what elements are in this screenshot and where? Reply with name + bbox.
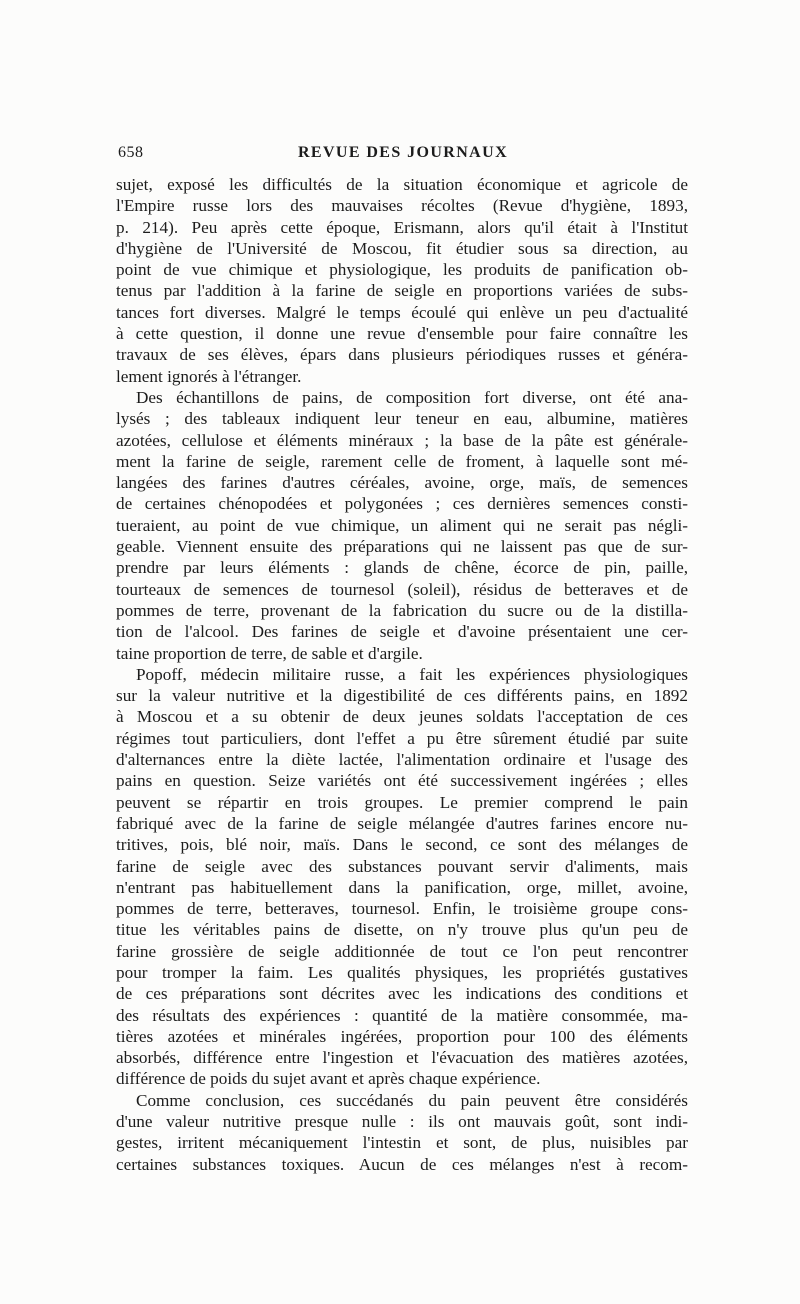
text-line: sujet, exposé les difficultés de la situation économique et agricole de bbox=[116, 175, 688, 194]
text-line: travaux de ses élèves, épars dans plusieurs périodiques russes et généra- bbox=[116, 345, 688, 365]
journal-title: REVUE DES JOURNAUX bbox=[297, 144, 509, 161]
text-line: sur la valeur nutritive et la digestibilité de ces différents pains, en 1892 bbox=[116, 686, 688, 706]
text-line: tueraient, au point de vue chimique, un aliment qui ne serait pas négli- bbox=[116, 515, 688, 535]
text-line: des résultats des expériences : quantité de la matière consommée, ma- bbox=[116, 1005, 688, 1025]
text-line: tières azotées et minérales ingérées, proportion pour 100 des éléments bbox=[116, 1026, 688, 1046]
text-line: absorbés, différence entre l'ingestion et l'évacuation des matières azotées, bbox=[116, 1048, 688, 1068]
text-line: certaines substances toxiques. Aucun de ces mélanges n'est à recom- bbox=[116, 1154, 688, 1174]
text-line: fabriqué avec de la farine de seigle mélangée d'autres farines encore nu- bbox=[116, 813, 688, 833]
text-line: Comme conclusion, ces succédanés du pain peuvent être considérés bbox=[136, 1090, 688, 1110]
text-line: tenus par l'addition à la farine de seigle en proportions variées de subs- bbox=[116, 281, 688, 301]
text-line: tances fort diverses. Malgré le temps écoulé qui enlève un peu d'actualité bbox=[116, 302, 688, 322]
paragraph bbox=[116, 387, 688, 664]
text-line: farine de seigle avec des substances pouvant servir d'aliments, mais bbox=[116, 856, 688, 876]
text-line: taine proportion de terre, de sable et d'argile. bbox=[116, 643, 423, 663]
text-line: lement ignorés à l'étranger. bbox=[116, 366, 302, 386]
text-line: ment la farine de seigle, rarement celle de froment, à laquelle sont mé- bbox=[116, 451, 688, 471]
text-line: langées des farines d'autres céréales, avoine, orge, maïs, de semences bbox=[116, 473, 688, 493]
paragraph bbox=[116, 664, 688, 1090]
text-line: à cette question, il donne une revue d'ensemble pour faire connaître les bbox=[116, 324, 688, 344]
body-text bbox=[116, 174, 688, 1175]
paragraph bbox=[116, 1090, 688, 1175]
page-number: 658 bbox=[118, 144, 144, 161]
paragraph bbox=[116, 174, 688, 387]
text-line: geable. Viennent ensuite des préparations qui ne laissent pas que de sur- bbox=[116, 537, 688, 557]
text-line: l'Empire russe lors des mauvaises récoltes (Revue d'hygiène, 1893, bbox=[116, 196, 688, 216]
text-line: prendre par leurs éléments : glands de chêne, écorce de pin, paille, bbox=[116, 558, 688, 578]
text-line: lysés ; des tableaux indiquent leur teneur en eau, albumine, matières bbox=[116, 409, 688, 429]
text-line: pommes de terre, provenant de la fabrication du sucre ou de la distilla- bbox=[116, 600, 688, 620]
text-line: azotées, cellulose et éléments minéraux ; la base de la pâte est générale- bbox=[116, 430, 688, 450]
text-line: d'alternances entre la diète lactée, l'alimentation ordinaire et l'usage des bbox=[116, 750, 688, 770]
text-line: tritives, pois, blé noir, maïs. Dans le second, ce sont des mélanges de bbox=[116, 835, 688, 855]
text-line: gestes, irritent mécaniquement l'intestin et sont, de plus, nuisibles par bbox=[116, 1133, 688, 1153]
text-line: peuvent se répartir en trois groupes. Le premier comprend le pain bbox=[116, 792, 688, 812]
text-line: pains en question. Seize variétés ont été successivement ingérées ; elles bbox=[116, 771, 688, 791]
text-line: pour tromper la faim. Les qualités physiques, les propriétés gustatives bbox=[116, 962, 688, 982]
text-line: d'une valeur nutritive presque nulle : ils ont mauvais goût, sont indi- bbox=[116, 1112, 688, 1132]
text-line: à Moscou et a su obtenir de deux jeunes soldats l'acceptation de ces bbox=[116, 707, 688, 727]
text-line: point de vue chimique et physiologique, les produits de panification ob- bbox=[116, 260, 688, 280]
text-line: tourteaux de semences de tournesol (soleil), résidus de betteraves et de bbox=[116, 579, 688, 599]
text-line: n'entrant pas habituellement dans la panification, orge, millet, avoine, bbox=[116, 877, 688, 897]
text-line: d'hygiène de l'Université de Moscou, fit étudier sous sa direction, au bbox=[116, 238, 688, 258]
running-head bbox=[118, 144, 688, 168]
text-line: de certaines chénopodées et polygonées ; ces dernières semences consti- bbox=[116, 494, 688, 514]
text-line: farine grossière de seigle additionnée de tout ce l'on peut rencontrer bbox=[116, 941, 688, 961]
text-line: p. 214). Peu après cette époque, Erismann, alors qu'il était à l'Institut bbox=[116, 217, 688, 237]
text-line: titue les véritables pains de disette, on n'y trouve plus qu'un peu de bbox=[116, 920, 688, 940]
text-line: pommes de terre, betteraves, tournesol. Enfin, le troisième groupe cons- bbox=[116, 899, 688, 919]
text-line: régimes tout particuliers, dont l'effet a pu être sûrement étudié par suite bbox=[116, 728, 688, 748]
text-line: de ces préparations sont décrites avec les indications des conditions et bbox=[116, 984, 688, 1004]
text-line: Popoff, médecin militaire russe, a fait les expériences physiologiques bbox=[136, 664, 688, 684]
text-line: Des échantillons de pains, de composition fort diverse, ont été ana- bbox=[136, 387, 688, 407]
text-line: différence de poids du sujet avant et après chaque expérience. bbox=[116, 1069, 541, 1089]
text-line: tion de l'alcool. Des farines de seigle et d'avoine présentaient une cer- bbox=[116, 622, 688, 642]
